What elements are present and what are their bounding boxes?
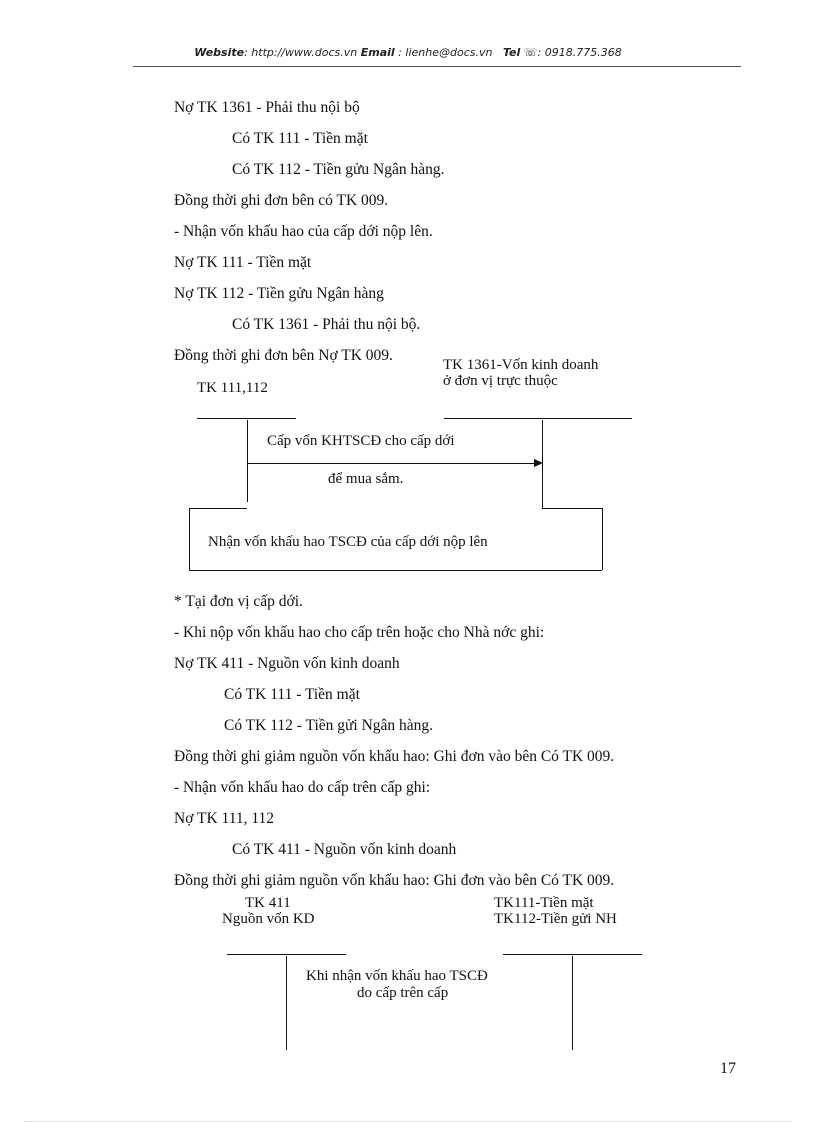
left-account-rule [197, 418, 296, 419]
email-value: : lienhe@docs.vn [394, 46, 493, 59]
text-line: Nợ TK 112 - Tiền gửu Ngân hàng [174, 285, 384, 302]
text-line: Có TK 112 - Tiền gửi Ngân hàng. [224, 717, 434, 734]
text-line: Có TK 111 - Tiền mặt [224, 686, 360, 703]
text-line: Có TK 111 - Tiền mặt [232, 130, 368, 147]
website-label: Website [194, 46, 245, 59]
right-account-rule [503, 954, 642, 955]
text-line: - Nhận vốn khấu hao của cấp dới nộp lên. [174, 223, 433, 240]
text-line: Đồng thời ghi giảm nguồn vốn khấu hao: Ghi đơn vào bên Có TK 009. [174, 748, 615, 765]
text-line: - Nhận vốn khấu hao do cấp trên cấp ghi: [174, 779, 431, 796]
arrow-label-line1: Cấp vốn KHTSCĐ cho cấp dới [267, 433, 455, 449]
text-line: Đồng thời ghi đơn bên có TK 009. [174, 192, 389, 209]
entry-label-line2: do cấp trên cấp [357, 985, 449, 1001]
right-account-rule [444, 418, 632, 419]
text-line: - Khi nộp vốn khấu hao cho cấp trên hoặc cho Nhà nớc ghi: [174, 624, 545, 641]
header-divider [133, 66, 741, 67]
text-line: Nợ TK 411 - Nguồn vốn kinh doanh [174, 655, 400, 672]
return-box-top-right [542, 508, 602, 509]
left-account-stem [247, 420, 248, 502]
text-line: Có TK 1361 - Phải thu nội bộ. [232, 316, 421, 333]
page-header [0, 46, 816, 59]
right-account-label-line1: TK 1361-Vốn kinh doanh [443, 357, 599, 373]
left-account-stem [286, 956, 287, 1050]
text-line: Đồng thời ghi đơn bên Nợ TK 009. [174, 347, 393, 364]
text-line: Có TK 112 - Tiền gửu Ngân hàng. [232, 161, 445, 178]
text-line: Đồng thời ghi giảm nguồn vốn khấu hao: Ghi đơn vào bên Có TK 009. [174, 872, 615, 889]
tel-label: Tel [502, 46, 521, 59]
entry-label-line1: Khi nhận vốn khấu hao TSCĐ [306, 968, 488, 984]
return-box-top-left [189, 508, 247, 509]
website-value: : http://www.docs.vn [244, 46, 358, 59]
return-box-bottom [189, 570, 602, 571]
right-account-stem [572, 956, 573, 1050]
text-line: Nợ TK 111 - Tiền mặt [174, 254, 312, 271]
tel-value: : 0918.775.368 [537, 46, 622, 59]
phone-icon: ☏ [523, 46, 538, 59]
text-line: Nợ TK 1361 - Phải thu nội bộ [174, 99, 360, 116]
left-account-label-line2: Nguồn vốn KD [222, 911, 315, 927]
arrow-head-icon [534, 459, 543, 467]
text-line: Nợ TK 111, 112 [174, 810, 275, 827]
arrow-label-line2: để mua sắm. [328, 471, 404, 487]
page-bottom-divider [24, 1121, 792, 1122]
text-line: Có TK 411 - Nguồn vốn kinh doanh [232, 841, 457, 858]
left-account-label-line1: TK 411 [245, 895, 291, 911]
return-box-left [189, 508, 190, 570]
left-account-label: TK 111,112 [197, 380, 268, 396]
right-account-label-line2: ở đơn vị trực thuộc [443, 373, 558, 389]
left-account-rule [227, 954, 346, 955]
text-line: * Tại đơn vị cấp dới. [174, 593, 303, 610]
email-label: Email [360, 46, 395, 59]
page-number: 17 [720, 1060, 736, 1077]
arrow-shaft [247, 463, 534, 464]
return-box-label: Nhận vốn khấu hao TSCĐ của cấp dới nộp lên [208, 534, 488, 550]
right-account-label-line2: TK112-Tiền gửi NH [494, 911, 617, 927]
return-box-right [602, 508, 603, 570]
right-account-label-line1: TK111-Tiền mặt [494, 895, 594, 911]
